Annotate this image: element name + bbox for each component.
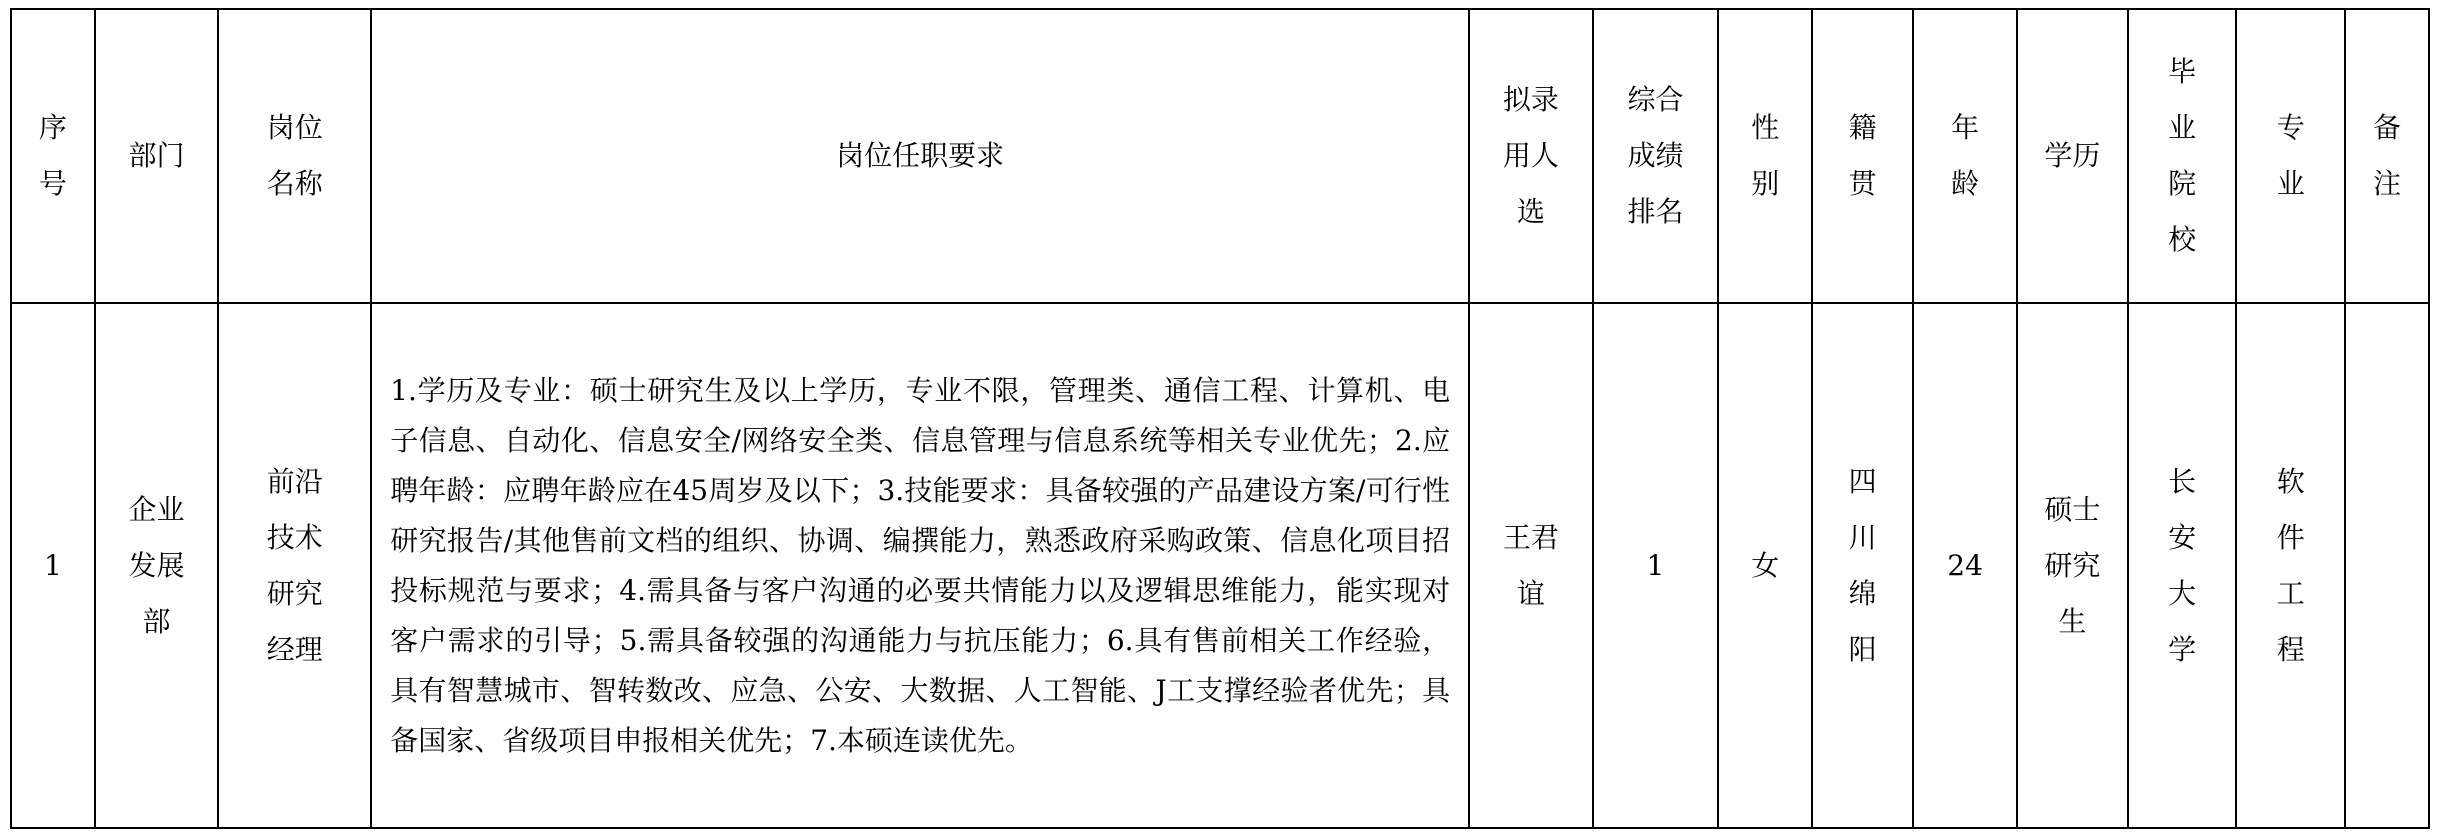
header-gender: 性别 [1718, 9, 1812, 303]
header-age: 年龄 [1913, 9, 2017, 303]
table-row [11, 303, 2429, 828]
header-candidate: 拟录用人选 [1469, 9, 1592, 303]
cell-gender: 女 [1718, 303, 1812, 828]
cell-seq: 1 [11, 303, 95, 828]
cell-school: 长安大学 [2128, 303, 2237, 828]
header-requirements: 岗位任职要求 [371, 9, 1469, 303]
recruitment-table [10, 8, 2430, 829]
cell-requirements: 1.学历及专业：硕士研究生及以上学历，专业不限，管理类、通信工程、计算机、电子信息、自动化、信息安全/网络安全类、信息管理与信息系统等相关专业优先；2.应聘年龄：应聘年龄应在45周岁及以下；3.技能要求：具备较强的产品建设方案/可行性研究报告/其他售前文档的组织、协调、编撰能力，熟悉政府采购政策、信息化项目招投标规范与要求；4.需具备与客户沟通的必要共情能力以及逻辑思维能力，能实现对客户需求的引导；5.需具备较强的沟通能力与抗压能力；6.具有售前相关工作经验，具有智慧城市、智转数改、应急、公安、大数据、人工智能、J工支撑经验者优先；具备国家、省级项目申报相关优先；7.本硕连读优先。 [371, 303, 1469, 828]
cell-rank: 1 [1593, 303, 1719, 828]
cell-age: 24 [1913, 303, 2017, 828]
header-dept: 部门 [95, 9, 218, 303]
header-hometown: 籍贯 [1812, 9, 1913, 303]
header-education: 学历 [2017, 9, 2128, 303]
cell-major: 软件工程 [2236, 303, 2345, 828]
header-position: 岗位名称 [218, 9, 371, 303]
header-major: 专业 [2236, 9, 2345, 303]
cell-hometown: 四川绵阳 [1812, 303, 1913, 828]
cell-remarks [2345, 303, 2429, 828]
header-seq: 序号 [11, 9, 95, 303]
header-rank: 综合成绩排名 [1593, 9, 1719, 303]
cell-position: 前沿技术研究经理 [218, 303, 371, 828]
header-remarks: 备注 [2345, 9, 2429, 303]
cell-dept: 企业发展部 [95, 303, 218, 828]
header-school: 毕业院校 [2128, 9, 2237, 303]
header-row [11, 9, 2429, 303]
cell-education: 硕士研究生 [2017, 303, 2128, 828]
cell-candidate: 王君谊 [1469, 303, 1592, 828]
